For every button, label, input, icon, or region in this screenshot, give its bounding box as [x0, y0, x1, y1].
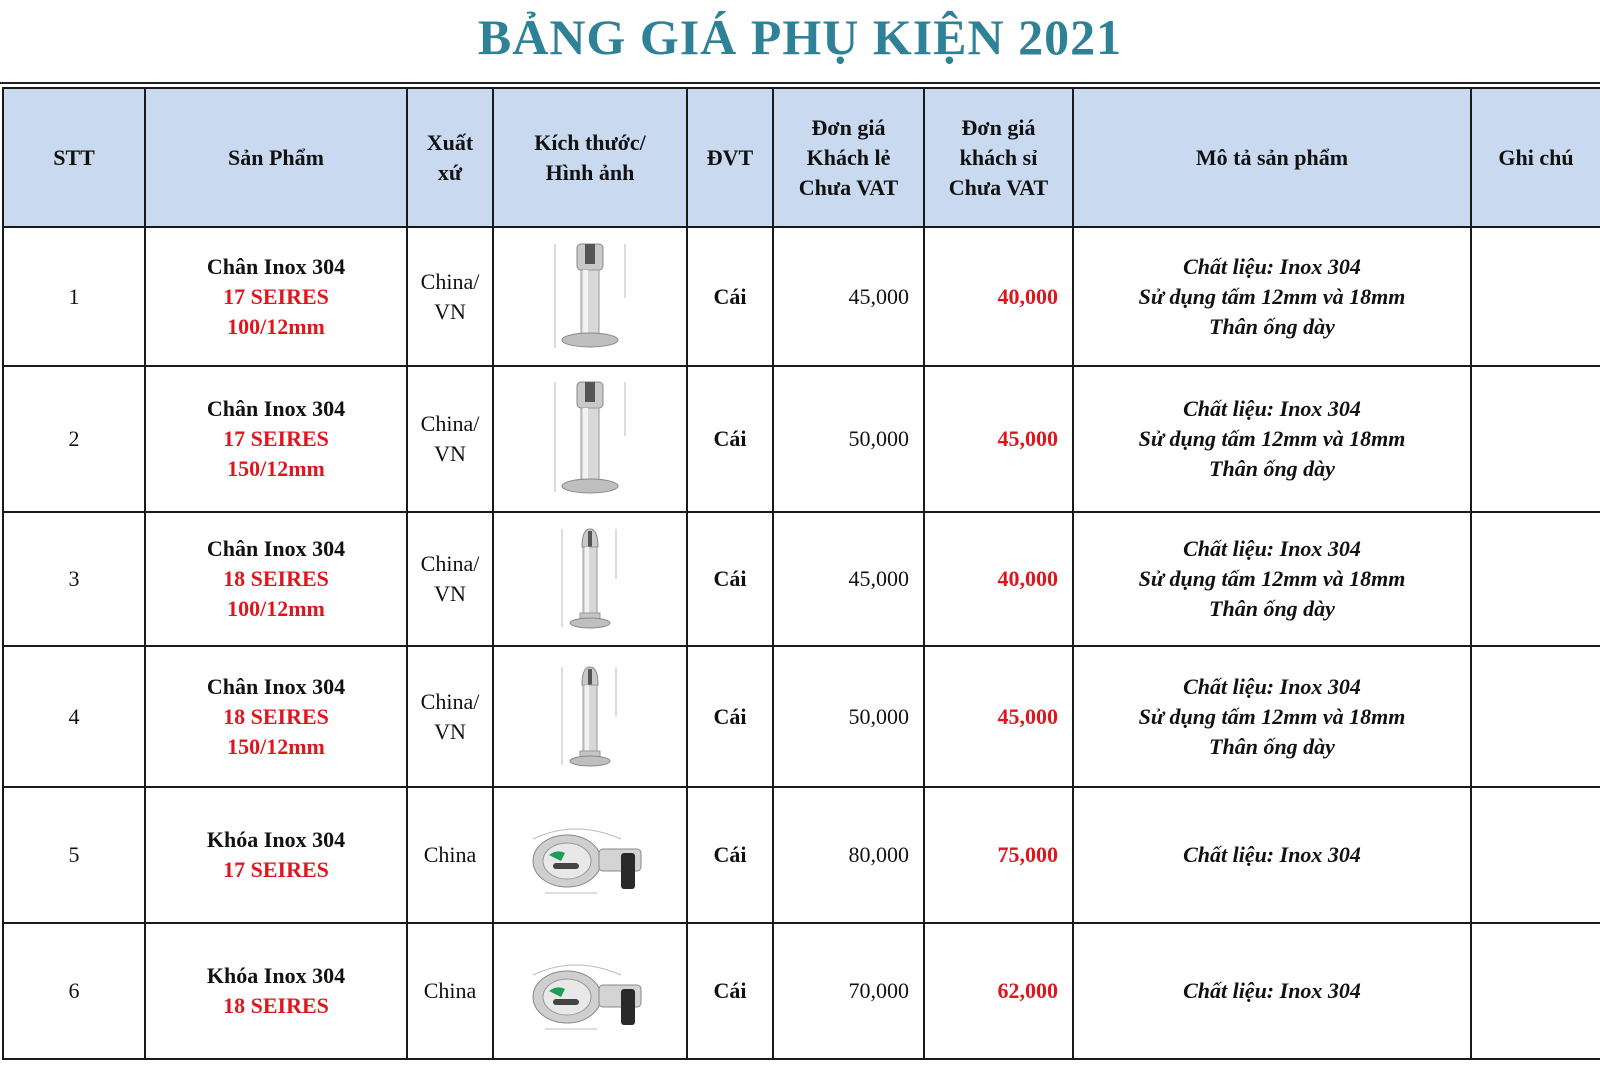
row-note: [1471, 512, 1600, 646]
slim-foot-icon: [550, 523, 630, 635]
header-unit: ĐVT: [687, 88, 773, 227]
row-unit: Cái: [687, 366, 773, 512]
row-wholesale-price: 40,000: [924, 227, 1073, 366]
table-row: [3, 646, 1600, 787]
short-foot-icon: [545, 238, 635, 356]
row-origin: China/ VN: [407, 227, 493, 366]
row-note: [1471, 227, 1600, 366]
row-unit: Cái: [687, 227, 773, 366]
row-retail-price: 45,000: [773, 227, 924, 366]
row-description: Chất liệu: Inox 304 Sử dụng tấm 12mm và 18mm Thân ống dày: [1073, 646, 1471, 787]
row-stt: 3: [3, 512, 145, 646]
product-series: 17 SEIRES: [223, 857, 329, 882]
table-row: [3, 923, 1600, 1059]
header-retail-price: Đơn giá Khách lẻ Chưa VAT: [773, 88, 924, 227]
row-wholesale-price: 75,000: [924, 787, 1073, 923]
row-stt: 4: [3, 646, 145, 787]
row-retail-price: 50,000: [773, 646, 924, 787]
row-description: Chất liệu: Inox 304: [1073, 787, 1471, 923]
row-product: [145, 227, 407, 366]
row-image: [493, 923, 687, 1059]
lock-icon: [525, 809, 655, 901]
row-product: [145, 366, 407, 512]
slim-foot-icon: [550, 661, 630, 773]
row-note: [1471, 646, 1600, 787]
row-unit: Cái: [687, 646, 773, 787]
row-description: Chất liệu: Inox 304 Sử dụng tấm 12mm và 18mm Thân ống dày: [1073, 366, 1471, 512]
row-retail-price: 45,000: [773, 512, 924, 646]
row-unit: Cái: [687, 923, 773, 1059]
row-image: [493, 512, 687, 646]
product-name: Chân Inox 304: [206, 396, 346, 421]
row-note: [1471, 923, 1600, 1059]
table-row: [3, 366, 1600, 512]
row-unit: Cái: [687, 512, 773, 646]
product-series: 17 SEIRES: [223, 283, 329, 309]
header-note: Ghi chú: [1471, 88, 1600, 227]
row-product: [145, 787, 407, 923]
row-origin: China: [407, 923, 493, 1059]
row-retail-price: 50,000: [773, 366, 924, 512]
row-image: [493, 646, 687, 787]
header-origin: Xuất xứ: [407, 88, 493, 227]
product-name: Chân Inox 304: [206, 253, 346, 279]
row-origin: China/ VN: [407, 646, 493, 787]
table-row: [3, 227, 1600, 366]
product-series: 18 SEIRES: [223, 703, 329, 729]
row-description: Chất liệu: Inox 304 Sử dụng tấm 12mm và 18mm Thân ống dày: [1073, 512, 1471, 646]
product-series: 17 SEIRES: [223, 426, 329, 451]
product-name: Chân Inox 304: [206, 673, 346, 699]
row-origin: China/ VN: [407, 512, 493, 646]
product-spec: 150/12mm: [227, 456, 325, 481]
title-divider: [0, 82, 1600, 84]
product-spec: 100/12mm: [227, 596, 325, 621]
row-origin: China/ VN: [407, 366, 493, 512]
row-image: [493, 787, 687, 923]
product-series: 18 SEIRES: [223, 566, 329, 591]
table-row: [3, 787, 1600, 923]
row-product: [145, 646, 407, 787]
product-spec: 150/12mm: [227, 733, 325, 759]
row-product: [145, 923, 407, 1059]
header-stt: STT: [3, 88, 145, 227]
row-origin: China: [407, 787, 493, 923]
row-retail-price: 70,000: [773, 923, 924, 1059]
row-note: [1471, 787, 1600, 923]
header-wholesale-price: Đơn giá khách sỉ Chưa VAT: [924, 88, 1073, 227]
product-name: Khóa Inox 304: [206, 827, 346, 852]
header-description: Mô tả sản phẩm: [1073, 88, 1471, 227]
row-stt: 5: [3, 787, 145, 923]
row-wholesale-price: 45,000: [924, 366, 1073, 512]
row-retail-price: 80,000: [773, 787, 924, 923]
header-row: [3, 88, 1600, 227]
row-stt: 2: [3, 366, 145, 512]
product-spec: 100/12mm: [227, 313, 325, 339]
row-note: [1471, 366, 1600, 512]
row-wholesale-price: 62,000: [924, 923, 1073, 1059]
row-image: [493, 227, 687, 366]
row-description: Chất liệu: Inox 304 Sử dụng tấm 12mm và 18mm Thân ống dày: [1073, 227, 1471, 366]
row-stt: 1: [3, 227, 145, 366]
row-stt: 6: [3, 923, 145, 1059]
page-title: BẢNG GIÁ PHỤ KIỆN 2021: [477, 9, 1123, 65]
table-row: [3, 512, 1600, 646]
header-product: Sản Phẩm: [145, 88, 407, 227]
row-unit: Cái: [687, 787, 773, 923]
row-description: Chất liệu: Inox 304: [1073, 923, 1471, 1059]
row-wholesale-price: 40,000: [924, 512, 1073, 646]
price-table: [2, 87, 1600, 1060]
product-series: 18 SEIRES: [223, 993, 329, 1018]
header-size-image: Kích thước/ Hình ảnh: [493, 88, 687, 227]
row-product: [145, 512, 407, 646]
row-image: [493, 366, 687, 512]
tall-foot-icon: [545, 376, 635, 502]
lock-icon: [525, 945, 655, 1037]
row-wholesale-price: 45,000: [924, 646, 1073, 787]
product-name: Chân Inox 304: [206, 536, 346, 561]
product-name: Khóa Inox 304: [206, 963, 346, 988]
